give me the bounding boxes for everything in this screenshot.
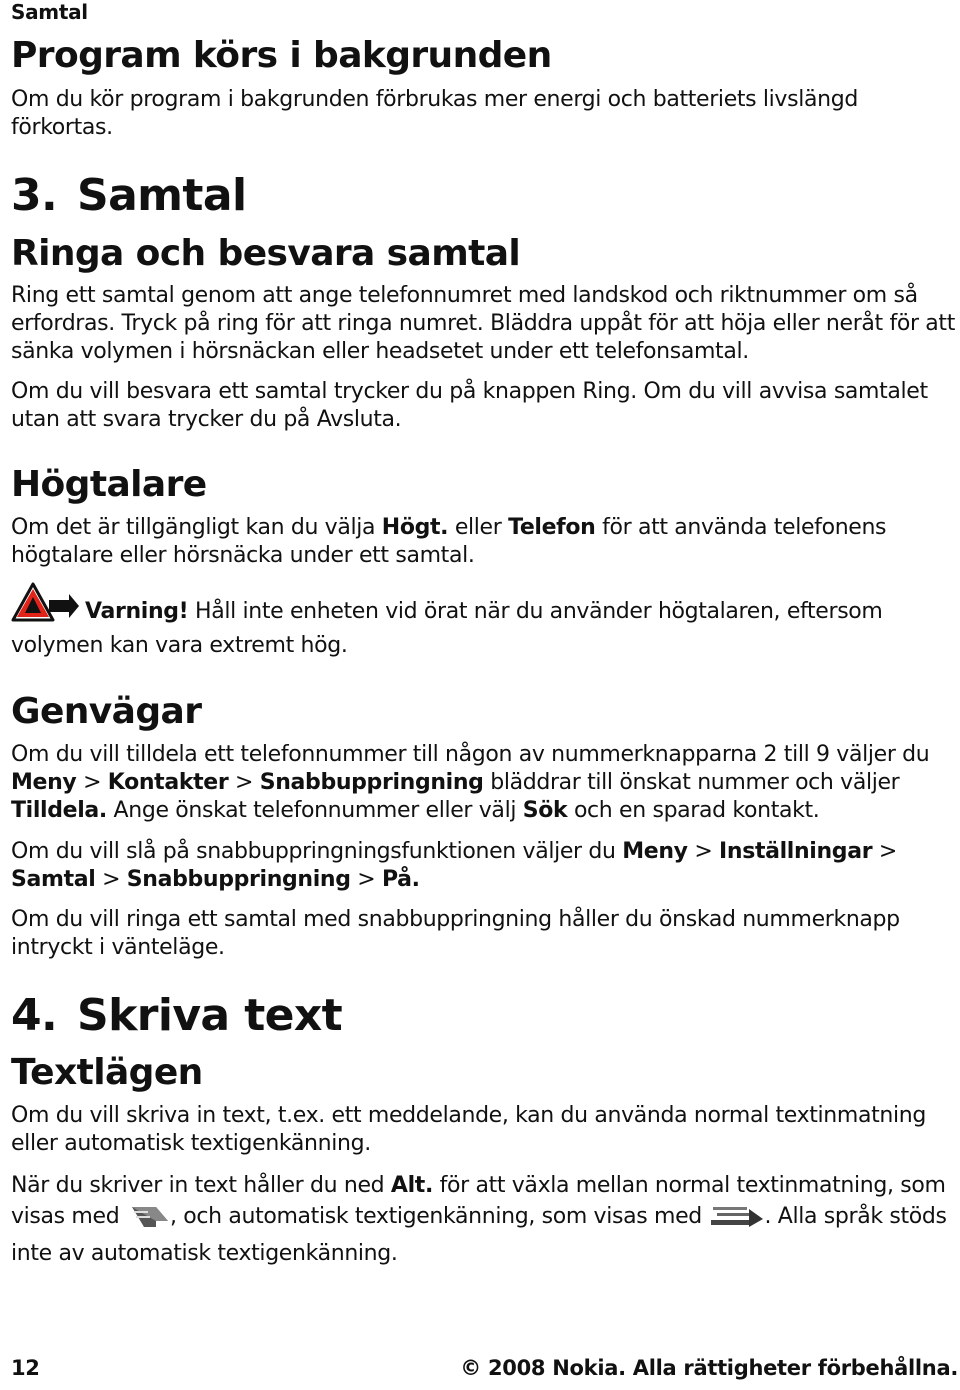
chapter-title-calls [11,170,247,221]
path-separator: > [872,839,897,864]
predictive-text-icon [709,1203,765,1238]
text-run: för att använda telefonens högtalare eller hörsnäcka under ett samtal. [11,515,887,568]
paragraph-enable-speed-dial [11,838,959,894]
chapter-number: 3. [11,170,58,221]
menu-option-on: På. [382,867,420,892]
section-title-shortcuts: Genvägar [11,691,202,732]
menu-path-settings: Inställningar [719,839,873,864]
menu-path-speed-dial: Snabbuppringning [259,770,484,795]
text-run: för att växla mellan normal textinmatning, som visas med [11,1173,946,1229]
section-title-loudspeaker: Högtalare [11,464,207,505]
text-run: , och automatisk textigenkänning, som visas med [169,1204,709,1229]
menu-option-phone: Telefon [508,515,596,540]
menu-path-menu: Meny [622,839,688,864]
menu-path-menu: Meny [11,770,77,795]
text-run: bläddrar till önskat nummer och väljer [483,770,900,795]
section-title-make-answer-calls: Ringa och besvara samtal [11,233,521,274]
section-title-text-modes: Textlägen [11,1052,203,1093]
chapter-number: 4. [11,990,58,1041]
path-separator: > [687,839,720,864]
menu-path-calls: Samtal [11,867,96,892]
menu-path-contacts: Kontakter [107,770,229,795]
paragraph-loudspeaker [11,514,959,570]
chapter-title: Samtal [77,170,247,221]
text-run: När du skriver in text håller du ned [11,1173,391,1198]
path-separator: > [350,867,382,892]
path-separator: > [76,770,108,795]
text-run: . Alla språk stöds inte av automatisk textigenkänning. [11,1204,947,1266]
text-run: Om det är tillgängligt kan du välja [11,515,382,540]
warning-paragraph [11,582,959,660]
paragraph-answer-call: Om du vill besvara ett samtal trycker du på knappen Ring. Om du vill avvisa samtalet utan att svara trycker du på Avsluta. [11,379,928,432]
paragraph-switch-text-mode [11,1170,959,1269]
path-separator: > [95,867,127,892]
text-run: Om du vill tilldela ett telefonnummer till någon av nummerknapparna 2 till 9 väljer du [11,742,930,767]
menu-path-speed-dial: Snabbuppringning [126,867,351,892]
key-alt: Alt. [390,1173,433,1198]
text-run: Ange önskat telefonnummer eller välj [106,798,523,823]
chapter-title-write-text [11,990,343,1041]
section-title-background-apps: Program körs i bakgrunden [11,35,552,76]
paragraph-make-call: Ring ett samtal genom att ange telefonnumret med landskod och riktnummer om så erfordras. Tryck på ring för att ringa numret. Bläddra uppåt för att höja eller neråt för att sänka volymen i hörsnäckan eller headsetet under ett telefonsamtal. [11,283,955,364]
paragraph-use-speed-dial: Om du vill ringa ett samtal med snabbuppringning håller du önskad nummerknapp intryckt i vänteläge. [11,907,900,960]
menu-option-assign: Tilldela. [11,798,107,823]
menu-option-search: Sök [522,798,568,823]
warning-icon [11,582,81,632]
text-run: Om du vill slå på snabbuppringningsfunktionen väljer du [11,839,623,864]
page-number: 12 [11,1356,40,1380]
text-run: och en sparad kontakt. [567,798,820,823]
paragraph-text-modes: Om du vill skriva in text, t.ex. ett meddelande, kan du använda normal textinmatning eller automatisk textigenkänning. [11,1103,926,1156]
paragraph-background-apps: Om du kör program i bakgrunden förbrukas mer energi och batteriets livslängd förkortas. [11,87,858,140]
running-header: Samtal [11,0,88,24]
menu-option-loud: Högt. [381,515,449,540]
path-separator: > [228,770,260,795]
paragraph-assign-speed-dial [11,741,959,825]
chapter-title: Skriva text [77,990,343,1041]
warning-text: Håll inte enheten vid örat när du använder högtalaren, eftersom volymen kan vara extremt hög. [11,599,883,658]
warning-label: Varning! [85,599,189,624]
copyright-notice: © 2008 Nokia. Alla rättigheter förbehållna. [460,1356,958,1380]
text-run: eller [448,515,509,540]
normal-text-input-icon [126,1203,170,1238]
